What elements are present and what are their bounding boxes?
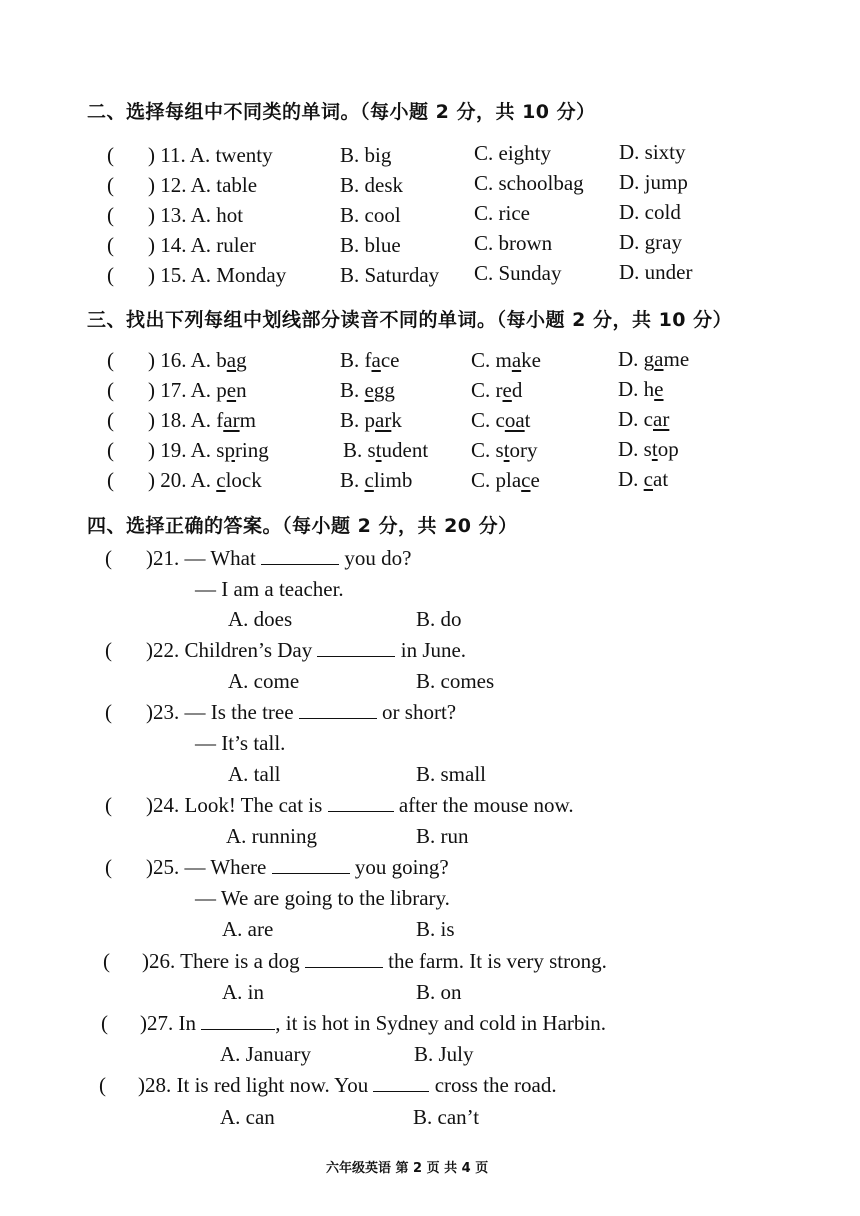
word-part: ce — [380, 348, 400, 372]
option-d — [618, 377, 664, 402]
option-d: D. cold — [619, 200, 681, 224]
word-part: m — [239, 408, 256, 432]
question-number: ) 20. A. — [148, 468, 217, 492]
underlined-letters: oa — [504, 408, 525, 432]
question-14: ) 14. A. ruler — [148, 233, 256, 257]
option-a: A. in — [222, 980, 264, 1004]
underlined-letters: c — [521, 468, 531, 492]
word-part: C. c — [471, 408, 505, 432]
question-text: the farm. It is very strong. — [388, 949, 607, 973]
answer-paren[interactable]: ( — [107, 378, 114, 402]
question-number: ) 19. A. — [148, 438, 217, 462]
question-text: )24. Look! The cat is — [146, 793, 323, 817]
option-d: D. jump — [619, 170, 688, 194]
option-b: B. do — [416, 607, 462, 631]
question-26 — [142, 949, 607, 974]
question-text: )21. — What — [146, 546, 256, 570]
word-part: B. — [340, 378, 365, 402]
option-a: A. tall — [228, 762, 281, 786]
question-text: or short? — [382, 700, 457, 724]
question-28 — [138, 1073, 557, 1098]
question-25 — [146, 855, 449, 880]
question-12: ) 12. A. table — [148, 173, 258, 197]
word-part: b — [216, 348, 227, 372]
option-a: A. January — [220, 1042, 311, 1066]
question-15: ) 15. A. Monday — [148, 263, 287, 287]
word-part: D. s — [618, 437, 652, 461]
question-11: ) 11. A. twenty — [148, 143, 273, 167]
word-part: f — [216, 408, 224, 432]
option-a: A. are — [222, 917, 274, 941]
underlined-letters: a — [371, 348, 381, 372]
option-b — [343, 438, 428, 463]
option-b — [340, 378, 395, 403]
underlined-letters: e — [364, 378, 374, 402]
option-d: D. sixty — [619, 140, 686, 164]
section-4-title: 四、选择正确的答案。（每小题 2 分，共 20 分） — [87, 515, 518, 537]
question-text: )28. It is red light now. You — [138, 1073, 369, 1097]
word-part: D. g — [618, 347, 655, 371]
option-b: B. big — [340, 143, 392, 167]
word-part: t — [524, 408, 531, 432]
word-part: udent — [381, 438, 429, 462]
word-part: C. pla — [471, 468, 522, 492]
answer-paren[interactable]: ( — [105, 638, 112, 662]
question-text: )26. There is a dog — [142, 949, 300, 973]
word-part: e — [530, 468, 540, 492]
underlined-letters: a — [654, 347, 664, 371]
word-part: ring — [234, 438, 269, 462]
question-13: ) 13. A. hot — [148, 203, 244, 227]
option-b: B. run — [416, 824, 469, 848]
answer-paren[interactable]: ( — [105, 700, 112, 724]
answer-paren[interactable]: ( — [105, 793, 112, 817]
underlined-letters: c — [216, 468, 226, 492]
answer-blank[interactable] — [272, 855, 350, 874]
option-b: B. is — [416, 917, 455, 941]
answer-paren[interactable]: ( — [103, 949, 110, 973]
section-3-title: 三、找出下列每组中划线部分读音不同的单词。（每小题 2 分，共 10 分） — [87, 309, 733, 331]
word-part: me — [663, 347, 690, 371]
option-a: A. can — [220, 1105, 275, 1129]
answer-paren[interactable]: ( — [107, 438, 114, 462]
question-text: you do? — [344, 546, 412, 570]
answer-paren[interactable]: ( — [107, 468, 114, 492]
question-20 — [148, 468, 262, 493]
option-b — [340, 468, 412, 493]
dialogue-reply: — I am a teacher. — [195, 577, 344, 601]
question-19 — [148, 438, 269, 463]
underlined-letters: e — [226, 378, 237, 402]
underlined-letters: ar — [223, 408, 240, 432]
option-c — [471, 378, 522, 403]
word-part: op — [657, 437, 679, 461]
underlined-letters: c — [364, 468, 374, 492]
option-b — [340, 348, 399, 373]
option-d: D. gray — [619, 230, 682, 254]
word-part: n — [236, 378, 247, 402]
word-part: B. s — [343, 438, 376, 462]
word-part: p — [216, 378, 227, 402]
option-c — [471, 438, 538, 463]
underlined-letters: p — [224, 438, 235, 462]
option-c: C. brown — [474, 231, 553, 255]
option-c: C. schoolbag — [474, 171, 584, 195]
word-part: B. p — [340, 408, 376, 432]
option-b: B. cool — [340, 203, 401, 227]
option-d — [618, 467, 668, 492]
underlined-letters: e — [654, 377, 664, 401]
word-part: k — [391, 408, 402, 432]
option-b: B. desk — [340, 173, 403, 197]
answer-paren[interactable]: ( — [101, 1011, 108, 1035]
answer-blank[interactable] — [261, 546, 339, 565]
word-part: C. r — [471, 378, 503, 402]
underlined-letters: a — [226, 348, 237, 372]
question-number: ) 17. A. — [148, 378, 217, 402]
word-part: D. c — [618, 407, 653, 431]
answer-paren[interactable]: ( — [105, 546, 112, 570]
option-b: B. blue — [340, 233, 401, 257]
answer-paren[interactable]: ( — [105, 855, 112, 879]
section-2-title: 二、选择每组中不同类的单词。（每小题 2 分，共 10 分） — [87, 101, 596, 123]
word-part: C. m — [471, 348, 512, 372]
word-part: C. s — [471, 438, 504, 462]
answer-paren[interactable]: ( — [107, 408, 114, 432]
dialogue-reply: — It’s tall. — [195, 731, 286, 755]
option-b: B. July — [414, 1042, 474, 1066]
question-18 — [148, 408, 256, 433]
answer-blank[interactable] — [317, 638, 395, 657]
word-part: d — [511, 378, 523, 402]
dialogue-reply: — We are going to the library. — [195, 886, 450, 910]
option-c — [471, 468, 540, 493]
word-part: D. — [618, 467, 644, 491]
option-c: C. Sunday — [474, 261, 562, 285]
option-b: B. can’t — [413, 1105, 480, 1129]
answer-paren[interactable]: ( — [107, 263, 114, 287]
option-b: B. small — [416, 762, 487, 786]
answer-paren[interactable]: ( — [107, 143, 114, 167]
answer-blank[interactable] — [373, 1073, 429, 1092]
option-b — [340, 408, 402, 433]
word-part: D. h — [618, 377, 655, 401]
page-footer: 六年级英语 第 2 页 共 4 页 — [326, 1161, 489, 1176]
word-part: limb — [373, 468, 413, 492]
option-d — [618, 347, 689, 372]
option-c: C. rice — [474, 201, 530, 225]
word-part: g — [236, 348, 247, 372]
question-27 — [140, 1011, 606, 1036]
question-text: , it is hot in Sydney and cold in Harbin. — [275, 1011, 606, 1035]
answer-paren[interactable]: ( — [107, 173, 114, 197]
question-24 — [146, 793, 574, 818]
answer-paren[interactable]: ( — [107, 233, 114, 257]
option-d: D. under — [619, 260, 693, 284]
question-text: )23. — Is the tree — [146, 700, 294, 724]
option-c — [471, 348, 541, 373]
answer-blank[interactable] — [328, 793, 394, 812]
question-23 — [146, 700, 456, 725]
word-part: B. — [340, 468, 365, 492]
option-d — [618, 437, 679, 462]
underlined-letters: t — [651, 437, 658, 461]
question-22 — [146, 638, 466, 663]
answer-blank[interactable] — [201, 1011, 275, 1030]
answer-blank[interactable] — [305, 949, 383, 968]
option-c: C. eighty — [474, 141, 551, 165]
word-part: ke — [521, 348, 541, 372]
question-text: )25. — Where — [146, 855, 267, 879]
question-21 — [146, 546, 411, 571]
question-text: after the mouse now. — [398, 793, 574, 817]
question-number: ) 16. A. — [148, 348, 217, 372]
answer-paren[interactable]: ( — [107, 348, 114, 372]
word-part: ory — [509, 438, 538, 462]
option-b: B. Saturday — [340, 263, 440, 287]
underlined-letters: t — [503, 438, 510, 462]
answer-blank[interactable] — [299, 700, 377, 719]
option-a: A. does — [228, 607, 293, 631]
answer-paren[interactable]: ( — [99, 1073, 106, 1097]
word-part: at — [653, 467, 669, 491]
question-text: cross the road. — [434, 1073, 557, 1097]
question-text: in June. — [400, 638, 467, 662]
question-text: )22. Children’s Day — [146, 638, 313, 662]
answer-paren[interactable]: ( — [107, 203, 114, 227]
option-a: A. come — [228, 669, 300, 693]
underlined-letters: ar — [653, 407, 670, 431]
underlined-letters: e — [502, 378, 512, 402]
underlined-letters: t — [375, 438, 382, 462]
underlined-letters: a — [511, 348, 522, 372]
question-text: you going? — [354, 855, 449, 879]
question-number: ) 18. A. — [148, 408, 217, 432]
underlined-letters: c — [643, 467, 653, 491]
option-a: A. running — [226, 824, 317, 848]
option-b: B. comes — [416, 669, 495, 693]
question-16 — [148, 348, 247, 373]
question-17 — [148, 378, 247, 403]
word-part: lock — [225, 468, 262, 492]
word-part: gg — [373, 378, 395, 402]
word-part: B. f — [340, 348, 372, 372]
question-text: )27. In — [140, 1011, 196, 1035]
word-part: s — [216, 438, 225, 462]
underlined-letters: ar — [375, 408, 392, 432]
option-c — [471, 408, 531, 433]
option-b: B. on — [416, 980, 462, 1004]
option-d — [618, 407, 669, 432]
